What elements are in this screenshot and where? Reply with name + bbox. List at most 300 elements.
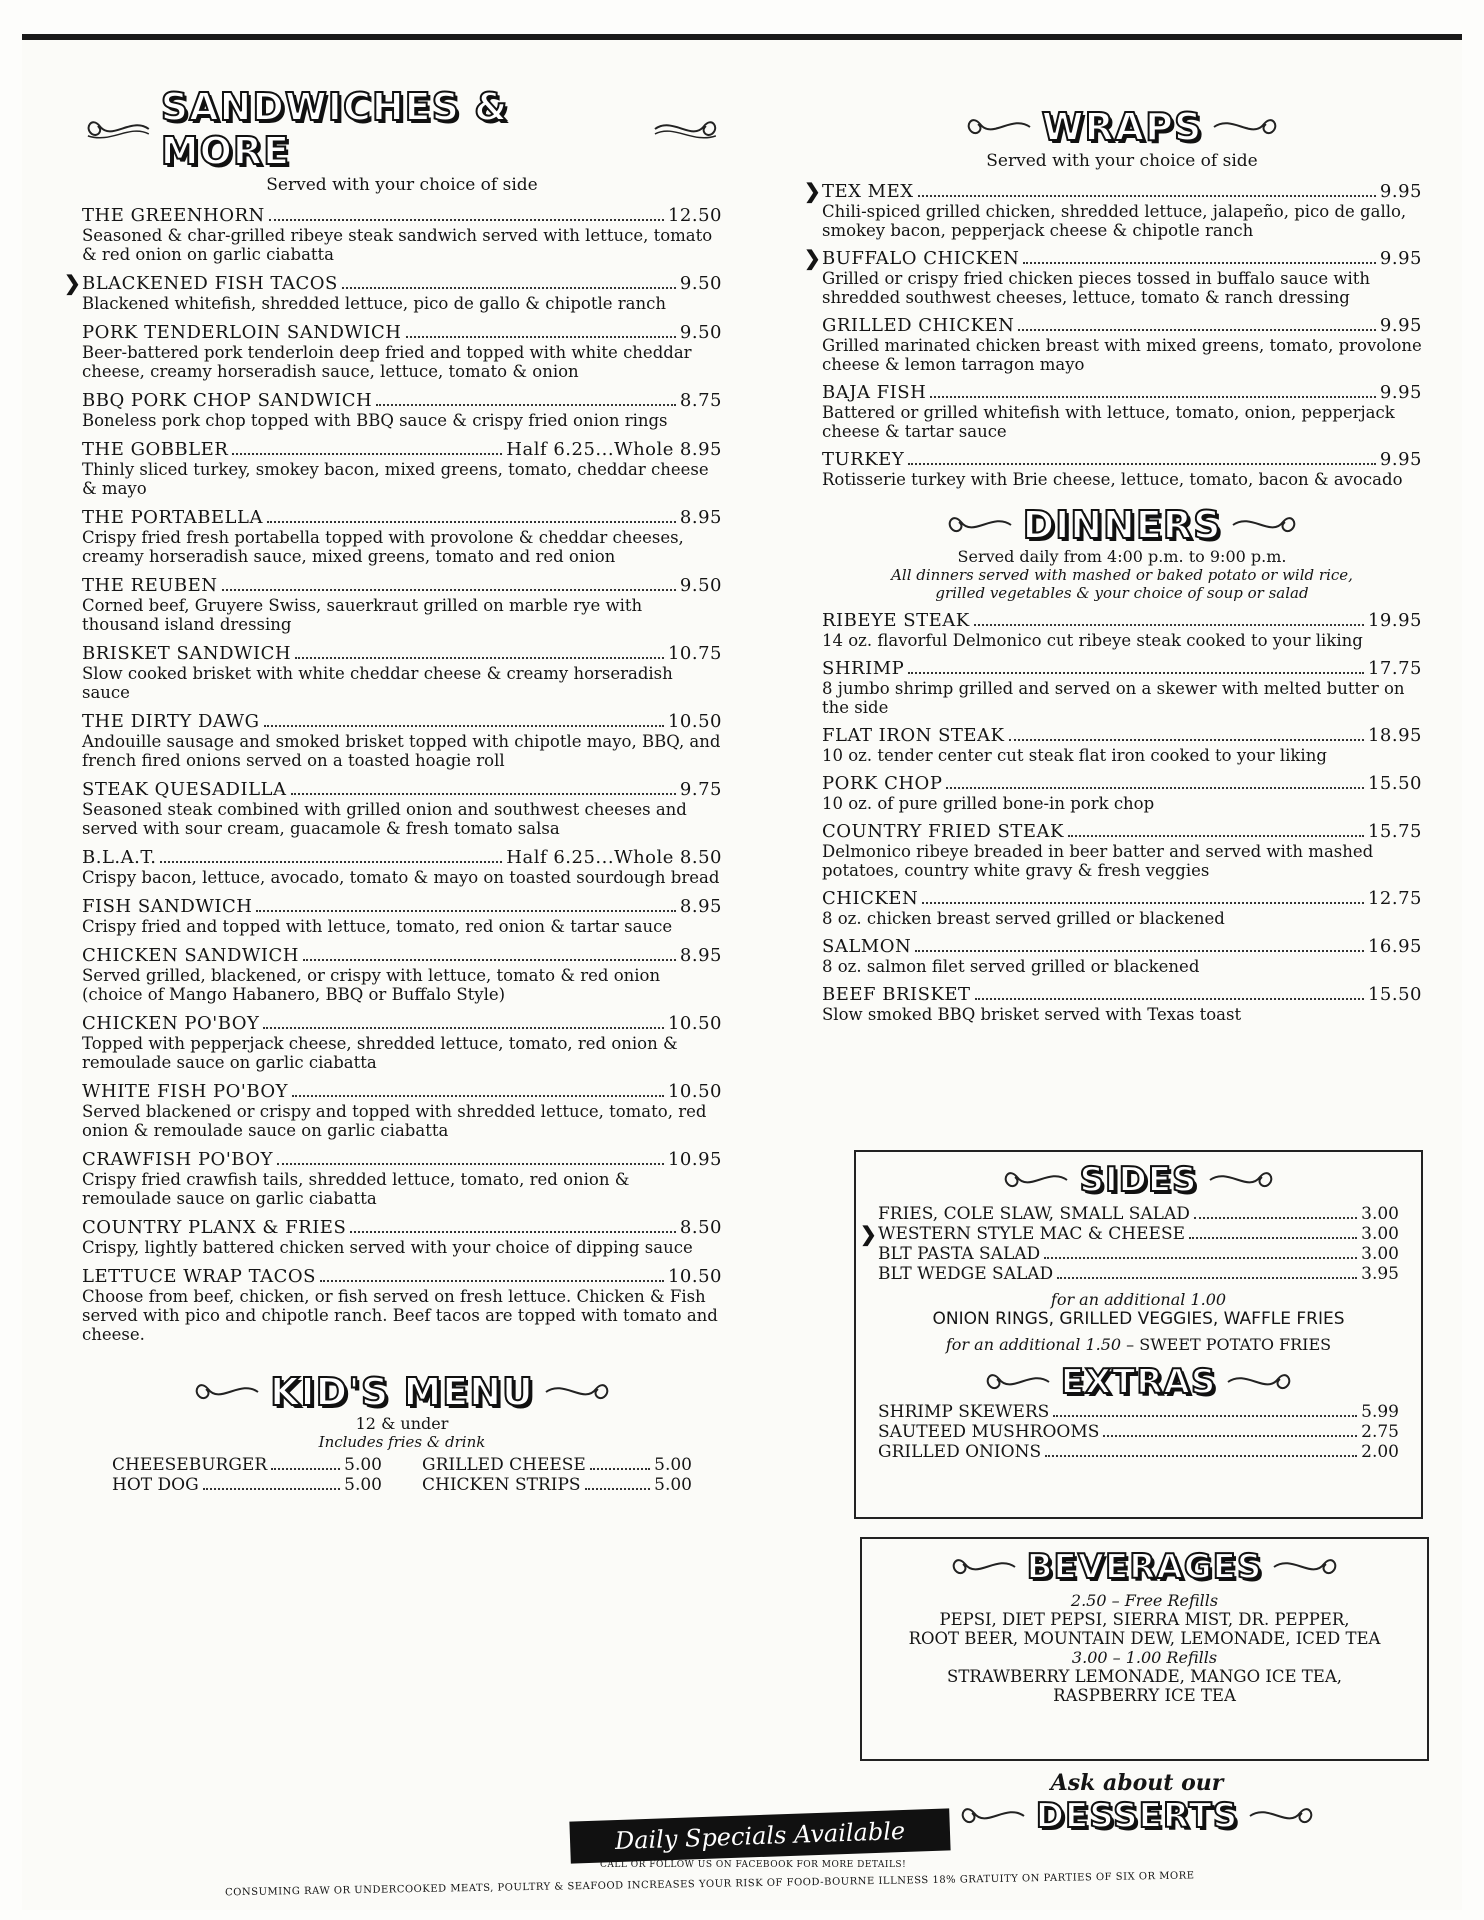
leader-dots bbox=[1194, 1217, 1357, 1219]
menu-item-name: TURKEY bbox=[822, 449, 905, 470]
leader-dots bbox=[915, 950, 1364, 952]
left-swirl-icon bbox=[943, 510, 1013, 540]
left-swirl-icon bbox=[999, 1165, 1069, 1195]
sides-additional-2: for an additional 1.50 bbox=[945, 1335, 1122, 1354]
list-item-name: SAUTEED MUSHROOMS bbox=[878, 1422, 1100, 1442]
sides-additional-1: for an additional 1.00 bbox=[1050, 1290, 1227, 1309]
leader-dots bbox=[975, 998, 1364, 1000]
beverages-heading bbox=[876, 1547, 1413, 1587]
leader-dots bbox=[264, 725, 664, 727]
leader-dots bbox=[1023, 262, 1375, 264]
menu-item-name: WHITE FISH PO'BOY bbox=[82, 1081, 289, 1102]
menu-item-price: 9.95 bbox=[1379, 181, 1422, 202]
menu-item-row bbox=[82, 643, 722, 664]
menu-item bbox=[82, 1217, 722, 1257]
menu-item bbox=[82, 896, 722, 936]
menu-item-row bbox=[82, 390, 722, 411]
list-item bbox=[878, 1402, 1399, 1422]
menu-item-description: Chili-spiced grilled chicken, shredded lettuce, jalapeño, pico de gallo, smokey bacon, pepperjack cheese & chipotle ranch bbox=[822, 202, 1407, 240]
menu-item bbox=[822, 821, 1422, 880]
menu-item-half-price: Half 6.25...Whole bbox=[506, 847, 674, 868]
leader-dots bbox=[222, 589, 676, 591]
menu-item-description: Choose from beef, chicken, or fish served on fresh lettuce. Chicken & Fish served with pico and chipotle ranch. Beef tacos are topped with tomato and cheese. bbox=[82, 1287, 718, 1344]
right-swirl-icon bbox=[544, 1377, 614, 1407]
menu-item-row bbox=[822, 821, 1422, 842]
sandwich-list bbox=[64, 205, 722, 1344]
menu-item-price: 8.50 bbox=[679, 847, 722, 868]
menu-item-description: Beer-battered pork tenderloin deep fried and topped with white cheddar cheese, creamy horseradish sauce, lettuce, tomato & onion bbox=[82, 343, 692, 381]
menu-item-price: 10.50 bbox=[667, 711, 722, 732]
menu-item-name: CHICKEN SANDWICH bbox=[82, 945, 300, 966]
list-item-price: 5.00 bbox=[344, 1455, 382, 1475]
leader-dots bbox=[1018, 329, 1375, 331]
menu-item bbox=[82, 1149, 722, 1208]
menu-item-price: 15.50 bbox=[1367, 773, 1422, 794]
menu-item-row bbox=[82, 1149, 722, 1170]
spicy-pepper-icon: ❯ bbox=[64, 271, 82, 295]
menu-item bbox=[822, 610, 1422, 650]
leader-dots bbox=[922, 902, 1364, 904]
desserts-block bbox=[907, 1770, 1367, 1836]
menu-item-row bbox=[822, 449, 1422, 470]
menu-item bbox=[822, 725, 1422, 765]
leader-dots bbox=[203, 1488, 340, 1490]
sides-extras-box bbox=[854, 1150, 1423, 1519]
menu-item-price: 9.50 bbox=[679, 322, 722, 343]
right-swirl-icon bbox=[1248, 1801, 1318, 1831]
wraps-title: WRAPS bbox=[1041, 105, 1203, 149]
menu-item-price: 9.50 bbox=[679, 273, 722, 294]
menu-item bbox=[822, 936, 1422, 976]
menu-item-price: 8.95 bbox=[679, 507, 722, 528]
menu-item-description: Served grilled, blackened, or crispy with lettuce, tomato & red onion (choice of Mango Habanero, BBQ or Buffalo Style) bbox=[82, 966, 661, 1004]
dinners-title: DINNERS bbox=[1022, 503, 1222, 547]
left-swirl-icon bbox=[947, 1552, 1017, 1582]
beverages-list-2b: RASPBERRY ICE TEA bbox=[1053, 1686, 1236, 1705]
sandwiches-subtitle: Served with your choice of side bbox=[266, 175, 538, 195]
leader-dots bbox=[269, 219, 664, 221]
kids-list bbox=[112, 1455, 692, 1495]
dinners-list bbox=[822, 610, 1422, 1024]
menu-item-row bbox=[82, 507, 722, 528]
menu-item-row bbox=[82, 1217, 722, 1238]
menu-item-description: Crispy bacon, lettuce, avocado, tomato & mayo on toasted sourdough bread bbox=[82, 868, 720, 887]
menu-item bbox=[822, 449, 1422, 489]
menu-item-price: 10.50 bbox=[667, 1081, 722, 1102]
menu-item-row bbox=[82, 779, 722, 800]
menu-item-price: 16.95 bbox=[1367, 936, 1422, 957]
menu-item-price: 9.75 bbox=[679, 779, 722, 800]
wraps-heading bbox=[822, 105, 1422, 149]
menu-item-price: 10.75 bbox=[667, 643, 722, 664]
menu-item bbox=[82, 945, 722, 1004]
leader-dots bbox=[291, 793, 676, 795]
right-swirl-icon bbox=[1272, 1552, 1342, 1582]
leader-dots bbox=[303, 959, 676, 961]
left-column bbox=[64, 85, 722, 1495]
leader-dots bbox=[271, 1468, 340, 1470]
menu-item bbox=[82, 847, 722, 887]
leader-dots bbox=[292, 1095, 664, 1097]
menu-item-row bbox=[822, 773, 1422, 794]
menu-item-row bbox=[82, 711, 722, 732]
menu-item-name: PORK CHOP bbox=[822, 773, 943, 794]
menu-item bbox=[804, 179, 1422, 240]
menu-item-name: BLACKENED FISH TACOS bbox=[82, 273, 338, 294]
left-swirl-icon bbox=[190, 1377, 260, 1407]
menu-item-name: SALMON bbox=[822, 936, 912, 957]
menu-item-name: CHICKEN PO'BOY bbox=[82, 1013, 260, 1034]
list-item-name: WESTERN STYLE MAC & CHEESE bbox=[878, 1224, 1186, 1244]
menu-item-row bbox=[822, 888, 1422, 909]
menu-item-description: Delmonico ribeye breaded in beer batter and served with mashed potatoes, country white gravy & fresh veggies bbox=[822, 842, 1374, 880]
menu-item-row bbox=[82, 896, 722, 917]
leader-dots bbox=[256, 910, 675, 912]
menu-item bbox=[822, 315, 1422, 374]
menu-item-name: THE PORTABELLA bbox=[82, 507, 263, 528]
list-item-price: 3.00 bbox=[1361, 1204, 1399, 1224]
menu-item-description: Crispy fried crawfish tails, shredded lettuce, tomato, red onion & remoulade sauce on garlic ciabatta bbox=[82, 1170, 630, 1208]
menu-item bbox=[82, 779, 722, 838]
menu-item bbox=[82, 1013, 722, 1072]
menu-item-price: 8.75 bbox=[679, 390, 722, 411]
menu-item-price: 9.95 bbox=[1379, 315, 1422, 336]
list-item-price: 5.00 bbox=[654, 1475, 692, 1495]
beverages-title: BEVERAGES bbox=[1026, 1547, 1263, 1587]
kids-age: 12 & under bbox=[355, 1414, 449, 1433]
menu-item-row bbox=[82, 575, 722, 596]
leader-dots bbox=[918, 195, 1376, 197]
list-item bbox=[422, 1475, 692, 1495]
menu-item-name: THE GOBBLER bbox=[82, 439, 229, 460]
desserts-ask: Ask about our bbox=[1050, 1770, 1224, 1796]
list-item bbox=[878, 1422, 1399, 1442]
left-swirl-icon bbox=[956, 1801, 1026, 1831]
menu-item-price: 9.95 bbox=[1379, 449, 1422, 470]
menu-item-price: 8.50 bbox=[679, 1217, 722, 1238]
list-item bbox=[422, 1455, 692, 1475]
list-item-name: FRIES, COLE SLAW, SMALL SALAD bbox=[878, 1204, 1190, 1224]
beverages-price-2: 3.00 – 1.00 Refills bbox=[1071, 1648, 1218, 1667]
menu-item-name: GRILLED CHICKEN bbox=[822, 315, 1015, 336]
menu-item bbox=[64, 271, 722, 313]
legal-notice: CONSUMING RAW OR UNDERCOOKED MEATS, POULTRY & SEAFOOD INCREASES YOUR RISK OF FOOD-BOURNE ILLNESS 18% GRATUITY ON PARTIES OF SIX OR MORE bbox=[224, 1870, 1195, 1899]
menu-item bbox=[822, 658, 1422, 717]
menu-item-name: CHICKEN bbox=[822, 888, 919, 909]
list-item-price: 3.00 bbox=[1361, 1224, 1399, 1244]
list-item-price: 5.00 bbox=[344, 1475, 382, 1495]
menu-item-row bbox=[82, 945, 722, 966]
extras-heading bbox=[878, 1362, 1399, 1402]
menu-item bbox=[82, 1081, 722, 1140]
leader-dots bbox=[1053, 1415, 1357, 1417]
beverages-box bbox=[860, 1537, 1429, 1761]
leader-dots bbox=[376, 404, 676, 406]
leader-dots bbox=[908, 463, 1376, 465]
menu-item-name: TEX MEX bbox=[822, 181, 914, 202]
wraps-subtitle: Served with your choice of side bbox=[986, 151, 1258, 171]
extras-title: EXTRAS bbox=[1060, 1362, 1217, 1402]
menu-item-description: 10 oz. of pure grilled bone-in pork chop bbox=[822, 794, 1155, 813]
menu-item-price: 10.50 bbox=[667, 1013, 722, 1034]
daily-specials-banner: Daily Specials Available bbox=[569, 1808, 950, 1863]
leader-dots bbox=[908, 672, 1364, 674]
menu-item-description: Andouille sausage and smoked brisket topped with chipotle mayo, BBQ, and french fired onions served on a toasted hoagie roll bbox=[82, 732, 721, 770]
menu-item bbox=[82, 322, 722, 381]
sides-additional-2-items: – SWEET POTATO FRIES bbox=[1126, 1335, 1332, 1354]
menu-item-description: 8 oz. chicken breast served grilled or blackened bbox=[822, 909, 1225, 928]
list-item-name: GRILLED ONIONS bbox=[878, 1442, 1042, 1462]
list-item-name: BLT WEDGE SALAD bbox=[878, 1264, 1054, 1284]
menu-item-name: CRAWFISH PO'BOY bbox=[82, 1149, 273, 1170]
menu-item-name: STEAK QUESADILLA bbox=[82, 779, 287, 800]
menu-item-description: Grilled marinated chicken breast with mixed greens, tomato, provolone cheese & lemon tarragon mayo bbox=[822, 336, 1422, 374]
right-swirl-icon bbox=[653, 114, 722, 144]
menu-item-price: 15.50 bbox=[1367, 984, 1422, 1005]
list-item-name: SHRIMP SKEWERS bbox=[878, 1402, 1050, 1422]
menu-item-price: 19.95 bbox=[1367, 610, 1422, 631]
menu-item bbox=[822, 773, 1422, 813]
menu-item-price: 10.95 bbox=[667, 1149, 722, 1170]
list-item-price: 2.00 bbox=[1361, 1442, 1399, 1462]
leader-dots bbox=[974, 624, 1364, 626]
kids-title: KID'S MENU bbox=[270, 1370, 534, 1414]
leader-dots bbox=[232, 453, 502, 455]
menu-item-name: BRISKET SANDWICH bbox=[82, 643, 292, 664]
leader-dots bbox=[585, 1488, 651, 1490]
menu-item bbox=[82, 507, 722, 566]
left-swirl-icon bbox=[82, 114, 151, 144]
menu-item-row bbox=[822, 936, 1422, 957]
sides-additional-1-items: ONION RINGS, GRILLED VEGGIES, WAFFLE FRIES bbox=[932, 1309, 1345, 1329]
menu-item bbox=[804, 246, 1422, 307]
beverages-list-1b: ROOT BEER, MOUNTAIN DEW, LEMONADE, ICED TEA bbox=[908, 1629, 1381, 1648]
menu-item-description: 8 jumbo shrimp grilled and served on a skewer with melted butter on the side bbox=[822, 679, 1405, 717]
desserts-heading bbox=[907, 1796, 1367, 1836]
leader-dots bbox=[267, 521, 676, 523]
dinners-note-line2: grilled vegetables & your choice of soup or salad bbox=[935, 584, 1309, 602]
list-item-name: BLT PASTA SALAD bbox=[878, 1244, 1041, 1264]
list-item bbox=[878, 1244, 1399, 1264]
menu-item-price: 15.75 bbox=[1367, 821, 1422, 842]
menu-item-description: Boneless pork chop topped with BBQ sauce & crispy fried onion rings bbox=[82, 411, 668, 430]
right-swirl-icon bbox=[1212, 112, 1282, 142]
menu-item bbox=[82, 390, 722, 430]
menu-item-price: 9.95 bbox=[1379, 248, 1422, 269]
menu-item-name: B.L.A.T. bbox=[82, 847, 157, 868]
menu-item bbox=[82, 711, 722, 770]
menu-item bbox=[82, 439, 722, 498]
kids-includes: Includes fries & drink bbox=[318, 1433, 486, 1451]
menu-item-description: Topped with pepperjack cheese, shredded lettuce, tomato, red onion & remoulade sauce on garlic ciabatta bbox=[82, 1034, 678, 1072]
menu-item-row bbox=[82, 1081, 722, 1102]
menu-item bbox=[822, 888, 1422, 928]
menu-item-row bbox=[804, 246, 1422, 270]
menu-item bbox=[822, 382, 1422, 441]
right-swirl-icon bbox=[1226, 1367, 1296, 1397]
sandwiches-heading bbox=[82, 85, 722, 173]
list-item-name: CHEESEBURGER bbox=[112, 1455, 268, 1475]
sandwiches-title: SANDWICHES & MORE bbox=[160, 85, 509, 173]
spicy-pepper-icon: ❯ bbox=[804, 246, 822, 270]
menu-item-price: 10.50 bbox=[667, 1266, 722, 1287]
menu-item-description: Corned beef, Gruyere Swiss, sauerkraut grilled on marble rye with thousand island dressing bbox=[82, 596, 643, 634]
left-swirl-icon bbox=[962, 112, 1032, 142]
menu-item-description: Seasoned & char-grilled ribeye steak sandwich served with lettuce, tomato & red onion on garlic ciabatta bbox=[82, 226, 713, 264]
menu-item-description: Crispy fried and topped with lettuce, tomato, red onion & tartar sauce bbox=[82, 917, 673, 936]
menu-item-description: Served blackened or crispy and topped with shredded lettuce, tomato, red onion & remoulade sauce on garlic ciabatta bbox=[82, 1102, 707, 1140]
menu-item bbox=[82, 1266, 722, 1344]
menu-item-row bbox=[822, 382, 1422, 403]
leader-dots bbox=[1045, 1455, 1357, 1457]
menu-item-description: Crispy fried fresh portabella topped with provolone & cheddar cheeses, creamy horseradish sauce, mixed greens, tomato and red onion bbox=[82, 528, 684, 566]
extras-list bbox=[878, 1402, 1399, 1462]
menu-item-description: 8 oz. salmon filet served grilled or blackened bbox=[822, 957, 1200, 976]
menu-item-name: BUFFALO CHICKEN bbox=[822, 248, 1020, 269]
menu-item-description: Slow smoked BBQ brisket served with Texas toast bbox=[822, 1005, 1242, 1024]
wraps-list bbox=[804, 179, 1422, 489]
leader-dots bbox=[160, 861, 502, 863]
menu-item bbox=[82, 205, 722, 264]
sides-title: SIDES bbox=[1079, 1160, 1198, 1200]
leader-dots bbox=[1068, 835, 1364, 837]
menu-item-description: 14 oz. flavorful Delmonico cut ribeye steak cooked to your liking bbox=[822, 631, 1363, 650]
right-swirl-icon bbox=[1208, 1165, 1278, 1195]
leader-dots bbox=[1189, 1237, 1357, 1239]
list-item bbox=[878, 1264, 1399, 1284]
menu-item-name: BBQ PORK CHOP SANDWICH bbox=[82, 390, 373, 411]
list-item-price: 2.75 bbox=[1361, 1422, 1399, 1442]
left-swirl-icon bbox=[981, 1367, 1051, 1397]
menu-item-row bbox=[804, 179, 1422, 203]
sides-list bbox=[860, 1204, 1399, 1284]
beverages-list-2a: STRAWBERRY LEMONADE, MANGO ICE TEA, bbox=[947, 1667, 1342, 1686]
menu-item-row bbox=[82, 1266, 722, 1287]
menu-item-description: Rotisserie turkey with Brie cheese, lettuce, tomato, bacon & avocado bbox=[822, 470, 1403, 489]
dinners-note-line1: All dinners served with mashed or baked potato or wild rice, bbox=[891, 566, 1353, 584]
menu-item-row bbox=[82, 322, 722, 343]
menu-item-row bbox=[822, 725, 1422, 746]
menu-item-description: 10 oz. tender center cut steak flat iron cooked to your liking bbox=[822, 746, 1327, 765]
menu-item-price: 8.95 bbox=[679, 439, 722, 460]
leader-dots bbox=[1044, 1257, 1357, 1259]
menu-item-name: THE DIRTY DAWG bbox=[82, 711, 260, 732]
list-item-price: 3.95 bbox=[1361, 1264, 1399, 1284]
list-item-price: 5.99 bbox=[1361, 1402, 1399, 1422]
dinners-heading bbox=[822, 503, 1422, 547]
menu-item-row bbox=[82, 205, 722, 226]
menu-item-name: LETTUCE WRAP TACOS bbox=[82, 1266, 317, 1287]
menu-item-name: RIBEYE STEAK bbox=[822, 610, 970, 631]
menu-item bbox=[82, 643, 722, 702]
menu-item-half-price: Half 6.25...Whole bbox=[506, 439, 674, 460]
right-column bbox=[804, 105, 1422, 1032]
menu-item bbox=[82, 575, 722, 634]
menu-item-name: COUNTRY FRIED STEAK bbox=[822, 821, 1064, 842]
list-item bbox=[860, 1222, 1399, 1246]
menu-item-price: 17.75 bbox=[1367, 658, 1422, 679]
right-swirl-icon bbox=[1231, 510, 1301, 540]
leader-dots bbox=[320, 1280, 664, 1282]
menu-item-price: 8.95 bbox=[679, 945, 722, 966]
list-item bbox=[878, 1204, 1399, 1224]
menu-item-name: FISH SANDWICH bbox=[82, 896, 253, 917]
menu-item-price: 8.95 bbox=[679, 896, 722, 917]
menu-item-name: COUNTRY PLANX & FRIES bbox=[82, 1217, 347, 1238]
menu-item-description: Crispy, lightly battered chicken served with your choice of dipping sauce bbox=[82, 1238, 693, 1257]
menu-item bbox=[822, 984, 1422, 1024]
menu-item-row bbox=[822, 610, 1422, 631]
menu-item-name: SHRIMP bbox=[822, 658, 905, 679]
menu-item-name: PORK TENDERLOIN SANDWICH bbox=[82, 322, 402, 343]
spicy-pepper-icon: ❯ bbox=[860, 1222, 877, 1246]
menu-item-description: Blackened whitefish, shredded lettuce, pico de gallo & chipotle ranch bbox=[82, 294, 666, 313]
list-item bbox=[878, 1442, 1399, 1462]
leader-dots bbox=[295, 657, 664, 659]
menu-item-name: FLAT IRON STEAK bbox=[822, 725, 1005, 746]
beverages-list-1a: PEPSI, DIET PEPSI, SIERRA MIST, DR. PEPPER, bbox=[939, 1610, 1350, 1629]
menu-item-price: 9.95 bbox=[1379, 382, 1422, 403]
menu-item-description: Slow cooked brisket with white cheddar cheese & creamy horseradish sauce bbox=[82, 664, 673, 702]
menu-item-price: 12.50 bbox=[667, 205, 722, 226]
sides-heading bbox=[878, 1160, 1399, 1200]
leader-dots bbox=[350, 1231, 676, 1233]
list-item-name: GRILLED CHEESE bbox=[422, 1455, 586, 1475]
menu-item-name: BAJA FISH bbox=[822, 382, 927, 403]
leader-dots bbox=[1057, 1277, 1357, 1279]
menu-item-price: 12.75 bbox=[1367, 888, 1422, 909]
menu-item-row bbox=[82, 1013, 722, 1034]
menu-item-row bbox=[822, 658, 1422, 679]
desserts-title: DESSERTS bbox=[1035, 1796, 1239, 1836]
menu-item-row bbox=[64, 271, 722, 295]
leader-dots bbox=[930, 396, 1376, 398]
kids-heading bbox=[82, 1370, 722, 1414]
menu-item-row bbox=[82, 439, 722, 460]
list-item-name: CHICKEN STRIPS bbox=[422, 1475, 581, 1495]
menu-item-price: 18.95 bbox=[1367, 725, 1422, 746]
leader-dots bbox=[1009, 739, 1364, 741]
sides-additional-2-line bbox=[878, 1335, 1399, 1354]
facebook-note: CALL OR FOLLOW US ON FACEBOOK FOR MORE DETAILS! bbox=[600, 1860, 907, 1870]
dinners-subtitle: Served daily from 4:00 p.m. to 9:00 p.m. bbox=[957, 547, 1287, 566]
menu-item-row bbox=[822, 315, 1422, 336]
beverages-price-1: 2.50 – Free Refills bbox=[1070, 1591, 1219, 1610]
list-item-price: 5.00 bbox=[654, 1455, 692, 1475]
menu-item-name: THE REUBEN bbox=[82, 575, 218, 596]
leader-dots bbox=[406, 336, 676, 338]
menu-item-description: Grilled or crispy fried chicken pieces tossed in buffalo sauce with shredded southwest cheeses, lettuce, tomato & ranch dressing bbox=[822, 269, 1370, 307]
leader-dots bbox=[946, 787, 1364, 789]
list-item-price: 3.00 bbox=[1361, 1244, 1399, 1264]
menu-item-name: THE GREENHORN bbox=[82, 205, 265, 226]
list-item bbox=[112, 1455, 382, 1475]
menu-item-price: 9.50 bbox=[679, 575, 722, 596]
menu-item-row bbox=[822, 984, 1422, 1005]
list-item-name: HOT DOG bbox=[112, 1475, 199, 1495]
menu-item-description: Thinly sliced turkey, smokey bacon, mixed greens, tomato, cheddar cheese & mayo bbox=[82, 460, 709, 498]
menu-item-description: Battered or grilled whitefish with lettuce, tomato, onion, pepperjack cheese & tartar sauce bbox=[822, 403, 1395, 441]
leader-dots bbox=[1103, 1435, 1357, 1437]
menu-item-description: Seasoned steak combined with grilled onion and southwest cheeses and served with sour cream, guacamole & fresh tomato salsa bbox=[82, 800, 687, 838]
leader-dots bbox=[590, 1468, 650, 1470]
leader-dots bbox=[277, 1163, 664, 1165]
menu-page bbox=[22, 40, 1462, 1910]
leader-dots bbox=[263, 1027, 664, 1029]
menu-item-name: BEEF BRISKET bbox=[822, 984, 971, 1005]
list-item bbox=[112, 1475, 382, 1495]
dinners-note bbox=[822, 566, 1422, 602]
